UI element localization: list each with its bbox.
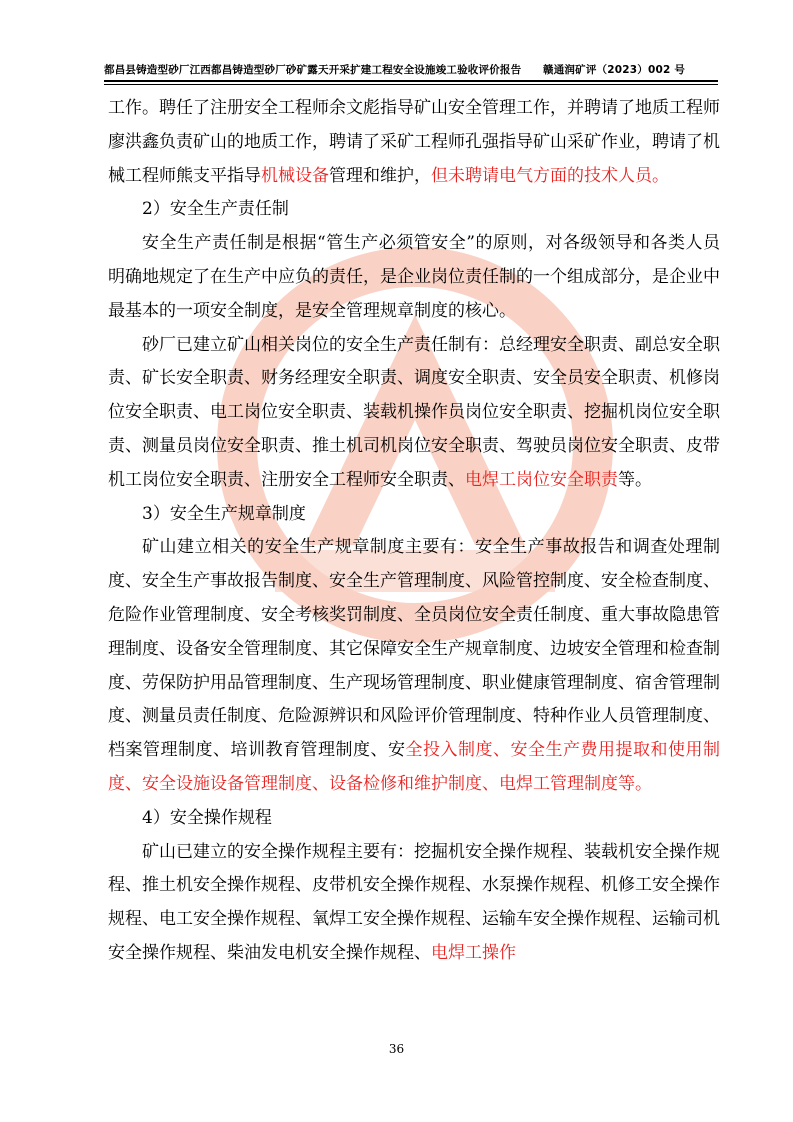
header-rule-thin (104, 84, 718, 85)
heading-operating-procedures: 4）安全操作规程 (142, 807, 272, 828)
paragraph-responsibility-list: 砂厂已建立矿山相关岗位的安全生产责任制有：总经理安全职责、副总安全职责、矿长安全职责、财务经理安全职责、调度安全职责、安全员安全职责、机修岗位安全职责、电工岗位安全职责、装载机操作员岗位安全职责、挖掘机岗位安全职责、测量员岗位安全职责、推土机司机岗位安全职责、驾驶员岗位安全职责、皮带机工岗位安全职责、注册安全工程师安全职责、电焊工岗位安全职责等。 (108, 334, 720, 490)
highlight-missing-rules: 全投入制度、安全生产费用提取和使用制度、安全设施设备管理制度、设备检修和维护制度、电焊工管理制度等。 (108, 740, 720, 794)
highlight-no-electrical: 但未聘请电气方面的技术人员。 (431, 165, 669, 186)
heading-rules-regulations: 3）安全生产规章制度 (142, 503, 306, 524)
paragraph-procedures-list: 矿山已建立的安全操作规程主要有：挖掘机安全操作规程、装载机安全操作规程、推土机安全操作规程、皮带机安全操作规程、水泵操作规程、机修工安全操作规程、电工安全操作规程、氧焊工安全操作规程、运输车安全操作规程、运输司机安全操作规程、柴油发电机安全操作规程、电焊工操作 (108, 841, 720, 963)
heading-responsibility-system: 2）安全生产责任制 (142, 199, 289, 220)
header-doc-number: 赣通润矿评（2023）002 号 (543, 64, 686, 76)
header-title: 都昌县铸造型砂厂江西都昌铸造型砂厂砂矿露天开采扩建工程安全设施竣工验收评价报告 (104, 64, 522, 76)
document-body (108, 92, 720, 971)
page-number: 36 (388, 1042, 405, 1056)
highlight-welder-procedure: 电焊工操作 (431, 942, 516, 963)
highlight-machinery: 机械设备 (261, 165, 329, 186)
paragraph-responsibility-definition: 安全生产责任制是根据“管生产必须管安全”的原则，对各级领导和各类人员明确地规定了在生产中应负的责任，是企业岗位责任制的一个组成部分，是企业中最基本的一项安全制度，是安全管理规章制度的核心。 (108, 233, 720, 321)
header-rule-thick (104, 80, 718, 82)
running-header (104, 62, 714, 77)
paragraph-staffing: 工作。聘任了注册安全工程师余文彪指导矿山安全管理工作，并聘请了地质工程师廖洪鑫负责矿山的地质工作，聘请了采矿工程师孔强指导矿山采矿作业，聘请了机械工程师熊支平指导机械设备管理和维护，但未聘请电气方面的技术人员。 (108, 98, 720, 186)
highlight-welder-duty: 电焊工岗位安全职责 (465, 469, 618, 490)
paragraph-rules-list: 矿山建立相关的安全生产规章制度主要有：安全生产事故报告和调查处理制度、安全生产事故报告制度、安全生产管理制度、风险管控制度、安全检查制度、危险作业管理制度、安全考核奖罚制度、全员岗位安全责任制度、重大事故隐患管理制度、设备安全管理制度、其它保障安全生产规章制度、边坡安全管理和检查制度、劳保防护用品管理制度、生产现场管理制度、职业健康管理制度、宿舍管理制度、测量员责任制度、危险源辨识和风险评价管理制度、特种作业人员管理制度、档案管理制度、培训教育管理制度、安全投入制度、安全生产费用提取和使用制度、安全设施设备管理制度、设备检修和维护制度、电焊工管理制度等。 (108, 537, 720, 794)
